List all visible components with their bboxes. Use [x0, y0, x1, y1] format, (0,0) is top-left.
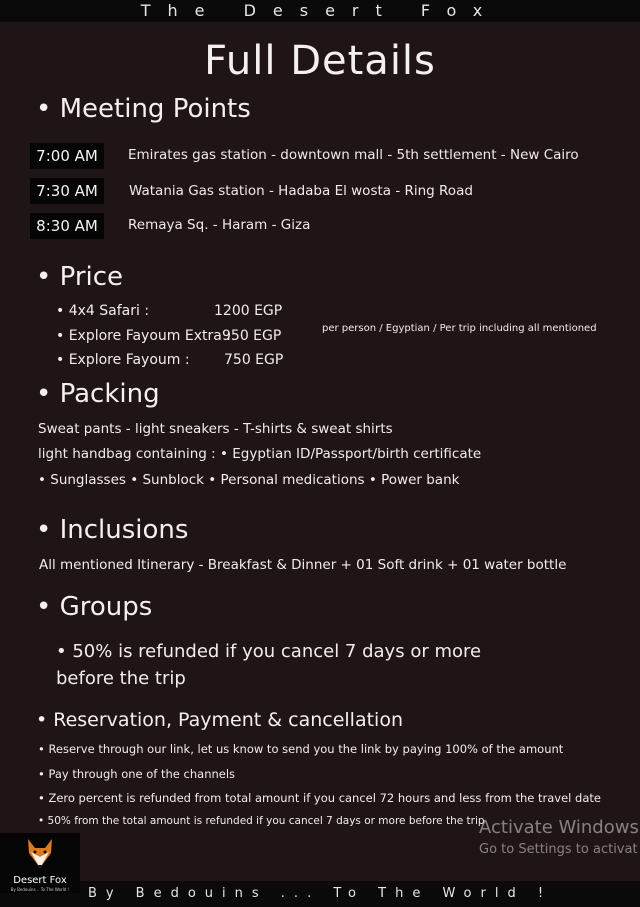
price-value-fayoum: 750 EGP [224, 352, 284, 368]
fox-icon [25, 837, 55, 871]
meeting-place-2: Watania Gas station - Hadaba El wosta - Ring Road [129, 183, 473, 199]
logo-tagline: By Bedouins .. To The World ! [10, 887, 70, 892]
price-note: per person / Egyptian / Per trip including all mentioned [322, 323, 597, 334]
packing-heading: • Packing [36, 379, 160, 409]
price-label-fayoum-extra: • Explore Fayoum Extra : [56, 328, 231, 344]
reservation-line-1: • Reserve through our link, let us know to send you the link by paying 100% of the amount [38, 742, 564, 756]
packing-line-1: Sweat pants - light sneakers - T-shirts & sweat shirts [38, 421, 393, 437]
logo-name: Desert Fox [13, 875, 67, 886]
meeting-place-1: Emirates gas station - downtown mall - 5th settlement - New Cairo [128, 147, 579, 163]
price-label-fayoum: • Explore Fayoum : [56, 352, 190, 368]
activate-windows-subtitle: Go to Settings to activat [479, 842, 638, 857]
meeting-time-3: 8:30 AM [30, 213, 104, 239]
inclusions-text: All mentioned Itinerary - Breakfast & Dinner + 01 Soft drink + 01 water bottle [39, 557, 567, 573]
price-value-safari: 1200 EGP [214, 303, 283, 319]
groups-text [56, 638, 481, 692]
meeting-time-2: 7:30 AM [30, 178, 104, 204]
footer-tagline: By Bedouins ... To The World ! [0, 881, 640, 907]
packing-line-3: • Sunglasses • Sunblock • Personal medications • Power bank [38, 472, 460, 488]
page-title: Full Details [204, 38, 436, 84]
meeting-points-heading: • Meeting Points [36, 94, 251, 124]
groups-heading: • Groups [36, 592, 153, 622]
meeting-time-1: 7:00 AM [30, 143, 104, 169]
activate-windows-title: Activate Windows [479, 817, 639, 838]
groups-line-1: • 50% is refunded if you cancel 7 days or more [56, 641, 482, 662]
reservation-line-4: • 50% from the total amount is refunded if you cancel 7 days or more before the trip [38, 815, 485, 827]
reservation-line-3: • Zero percent is refunded from total amount if you cancel 72 hours and less from the travel date [38, 791, 601, 805]
reservation-line-2: • Pay through one of the channels [38, 767, 236, 781]
groups-line-2: before the trip [56, 668, 186, 689]
reservation-heading: • Reservation, Payment & cancellation [36, 709, 403, 731]
price-label-safari: • 4x4 Safari : [56, 303, 150, 319]
desert-fox-logo [0, 833, 80, 893]
price-heading: • Price [36, 262, 124, 292]
header-brand: The Desert Fox [0, 0, 640, 22]
meeting-place-3: Remaya Sq. - Haram - Giza [128, 217, 311, 233]
packing-line-2: light handbag containing : • Egyptian ID/Passport/birth certificate [38, 446, 482, 462]
inclusions-heading: • Inclusions [36, 515, 189, 545]
price-value-fayoum-extra: 950 EGP [222, 328, 282, 344]
